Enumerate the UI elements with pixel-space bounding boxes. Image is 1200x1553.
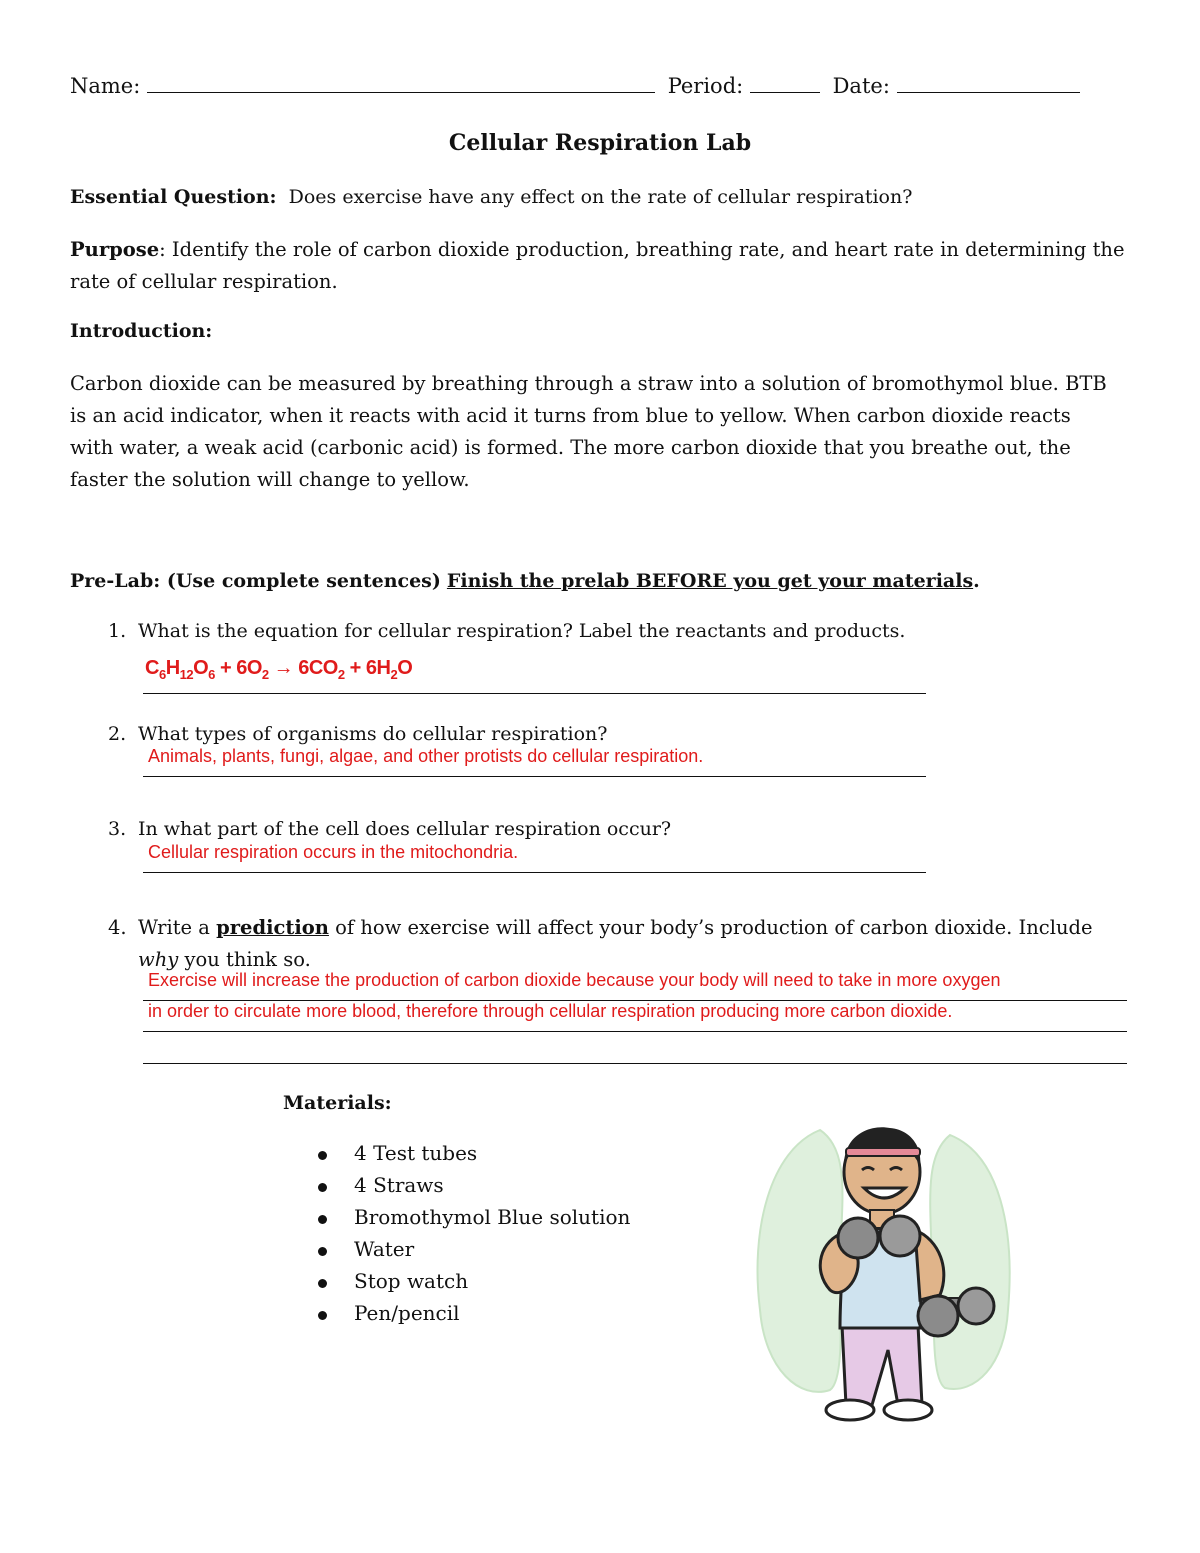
purpose-label: Purpose bbox=[70, 238, 160, 261]
purpose bbox=[70, 234, 1140, 298]
list-item: Stop watch bbox=[318, 1269, 630, 1301]
exercise-illustration bbox=[750, 1110, 1020, 1430]
essential-question-label: Essential Question: bbox=[70, 186, 277, 208]
purpose-text: : Identify the role of carbon dioxide production, breathing rate, and heart rate in determining the rate of cellular respiration. bbox=[70, 238, 1125, 293]
list-item: Pen/pencil bbox=[318, 1301, 630, 1333]
pants bbox=[842, 1325, 922, 1405]
prelab-period: . bbox=[973, 570, 980, 592]
prelab-instruction: Finish the prelab BEFORE you get your materials bbox=[446, 570, 974, 592]
answer-3[interactable]: Cellular respiration occurs in the mitochondria. bbox=[148, 842, 519, 862]
question-3-text: In what part of the cell does cellular respiration occur? bbox=[138, 818, 672, 840]
question-3 bbox=[108, 818, 671, 840]
question-2 bbox=[108, 723, 607, 745]
answer-2-line bbox=[143, 776, 926, 777]
question-1 bbox=[108, 620, 905, 642]
answer-1[interactable] bbox=[145, 657, 412, 682]
answer-4-line-2 bbox=[143, 1031, 1127, 1032]
prelab-heading bbox=[70, 570, 1150, 592]
prelab-label: Pre-Lab: (Use complete sentences) bbox=[70, 570, 441, 592]
date-label: Date: bbox=[832, 74, 890, 98]
answer-2[interactable]: Animals, plants, fungi, algae, and other protists do cellular respiration. bbox=[148, 746, 704, 766]
list-item: 4 Test tubes bbox=[318, 1141, 630, 1173]
header-fields bbox=[70, 72, 1130, 98]
answer-4-line1-text[interactable]: Exercise will increase the production of carbon dioxide because your body will need to take in more oxygen bbox=[148, 970, 1001, 990]
headband bbox=[846, 1148, 920, 1156]
materials-heading: Materials: bbox=[283, 1092, 392, 1114]
question-4-text-before: Write a bbox=[138, 916, 217, 939]
question-4-italic: why bbox=[138, 948, 179, 971]
question-4-text-after: of how exercise will affect your body’s production of carbon dioxide. Include bbox=[328, 916, 1093, 939]
essential-question bbox=[70, 186, 1150, 208]
question-3-number: 3. bbox=[108, 818, 127, 840]
list-item: Water bbox=[318, 1237, 630, 1269]
question-4 bbox=[108, 912, 1118, 976]
introduction-heading: Introduction: bbox=[70, 320, 213, 342]
essential-question-text: Does exercise have any effect on the rate of cellular respiration? bbox=[288, 186, 913, 208]
question-4-number: 4. bbox=[108, 916, 127, 939]
name-field[interactable] bbox=[147, 72, 655, 93]
shoe-left bbox=[826, 1400, 874, 1420]
question-4-text-end: you think so. bbox=[178, 948, 311, 971]
question-4-emphasis: prediction bbox=[216, 916, 329, 939]
period-label: Period: bbox=[667, 74, 744, 98]
list-item: 4 Straws bbox=[318, 1173, 630, 1205]
question-1-text: What is the equation for cellular respiration? Label the reactants and products. bbox=[138, 620, 906, 642]
shoe-right bbox=[884, 1400, 932, 1420]
answer-4-line-3 bbox=[143, 1063, 1127, 1064]
answer-4-line2-text[interactable]: in order to circulate more blood, therefore through cellular respiration producing more carbon dioxide. bbox=[148, 1001, 953, 1021]
list-item: Bromothymol Blue solution bbox=[318, 1205, 630, 1237]
name-label: Name: bbox=[70, 74, 141, 98]
introduction-text: Carbon dioxide can be measured by breathing through a straw into a solution of bromothymol blue. BTB is an acid indicator, when it reacts with acid it turns from blue to yellow. When carbon dioxide reacts with water, a weak acid (carbonic acid) is formed. The more carbon dioxide that you breathe out, the faster the solution will change to yellow. bbox=[70, 372, 1107, 491]
question-1-number: 1. bbox=[108, 620, 127, 642]
question-2-number: 2. bbox=[108, 723, 127, 745]
page-title: Cellular Respiration Lab bbox=[448, 130, 752, 156]
answer-1-equation: $C_6H_{12}O_6 + 6O_2 \to 6CO_2 + 6H_2O$ bbox=[145, 657, 413, 682]
question-2-text: What types of organisms do cellular respiration? bbox=[138, 723, 608, 745]
date-field[interactable] bbox=[897, 72, 1080, 93]
materials-list bbox=[318, 1141, 630, 1333]
answer-3-line bbox=[143, 872, 926, 873]
period-field[interactable] bbox=[750, 72, 820, 93]
answer-1-line bbox=[143, 693, 926, 694]
